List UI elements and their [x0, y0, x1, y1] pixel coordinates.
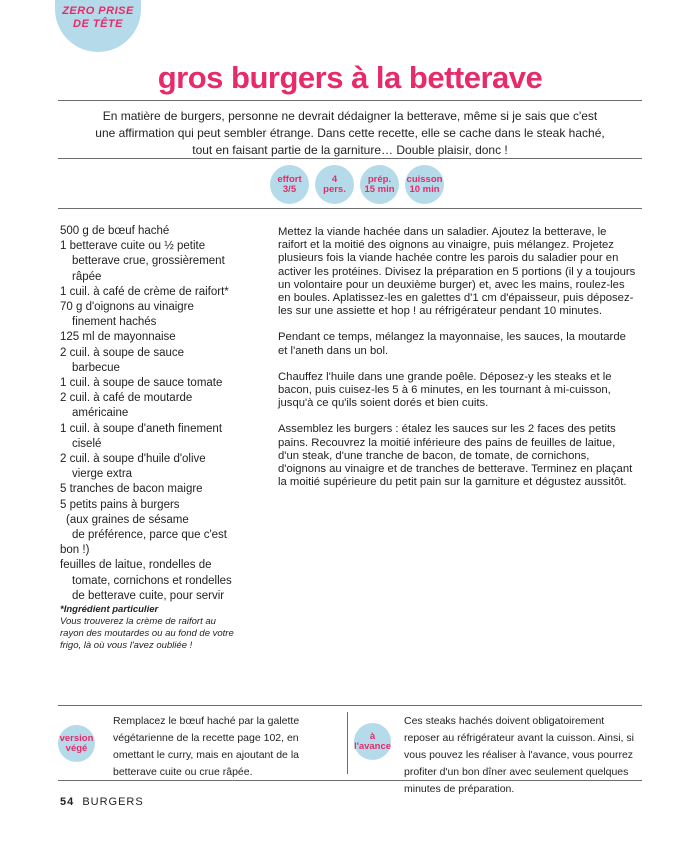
ingredient-line: 5 tranches de bacon maigre	[60, 483, 203, 496]
tips-bottom-divider	[58, 780, 642, 781]
ingredient-line: (aux graines de sésame	[66, 513, 189, 526]
prep-time-stat	[360, 165, 399, 204]
cook-time-stat	[405, 165, 444, 204]
vegetarian-tip-label	[58, 725, 95, 762]
stat-label: prép.	[367, 173, 392, 185]
intro-text: En matière de burgers, personne ne devrait dédaigner la betterave, même si je sais que c'est une affirmation qui peut sembler étrange. Dans cette recette, elle se cache dans le steak haché, tout en faisant partie de la garniture… Double plaisir, donc !	[95, 109, 605, 157]
page-number: 54	[60, 796, 75, 808]
ingredient-line: 500 g de bœuf haché	[60, 225, 170, 237]
step-paragraph: Pendant ce temps, mélangez la mayonnaise, les sauces, la moutarde et l'aneth dans un bol.	[278, 331, 626, 357]
stat-value: 3/5	[282, 183, 297, 195]
ingredient-line: 1 cuil. à soupe d'aneth finement	[60, 422, 223, 435]
section-name: BURGERS	[82, 796, 144, 808]
effort-stat	[270, 165, 309, 204]
make-ahead-tip	[353, 705, 642, 795]
make-ahead-tip-label	[354, 723, 391, 760]
ingredient-line: 2 cuil. à soupe d'huile d'olive	[60, 453, 206, 466]
ingredient-line: finement hachés	[72, 316, 157, 329]
ingredient-line: râpée	[72, 270, 102, 283]
ingredient-line: tomate, cornichons et rondelles	[72, 574, 232, 587]
badge-line-2: DE TÊTE	[73, 18, 123, 30]
servings-stat	[315, 165, 354, 204]
ingredient-line: bon !)	[60, 544, 90, 557]
vegetarian-tip-text: Remplacez le bœuf haché par la galette végétarienne de la recette page 102, en omettant le curry, mais en ajoutant de la betterave cuite ou crue râpée.	[113, 715, 300, 778]
ingredient-line: 125 ml de mayonnaise	[60, 331, 176, 344]
recipe-stats	[270, 165, 444, 204]
stats-divider	[58, 208, 642, 209]
stat-value: pers.	[323, 183, 346, 195]
stat-value: 15 min	[364, 183, 395, 195]
vegetarian-tip	[58, 705, 340, 780]
stat-value: 10 min	[409, 183, 440, 195]
tip-label-line: version	[59, 732, 94, 744]
ingredient-line: de betterave cuite, pour servir	[72, 589, 225, 602]
tip-label-line: végé	[65, 742, 88, 754]
ingredient-line: ciselé	[72, 437, 102, 450]
ingredient-line: de préférence, parce que c'est	[72, 529, 227, 542]
step-paragraph: Mettez la viande hachée dans un saladier. Ajoutez la betterave, le raifort et la moitié des oignons au vinaigre, puis mélangez. Projetez plusieurs fois la viande hachée contre les parois du saladier pour en activer les protéines. Divisez la préparation en 5 portions (il y a toujours un volontaire pour un deuxième burger) et, avec les mains, roulez-les en boules. Aplatissez-les en galettes d'1 cm d'épaisseur, puis déposez-les sur une assiette et hop ! au réfrigérateur pendant 10 minutes.	[278, 226, 636, 318]
ingredient-line: américaine	[72, 407, 129, 420]
ingredient-line: vierge extra	[72, 468, 133, 481]
ingredient-line: 1 cuil. à café de crème de raifort*	[60, 285, 229, 298]
badge-line-1: ZERO PRISE	[62, 5, 134, 17]
method-steps	[278, 226, 638, 502]
ingredient-note	[60, 604, 240, 652]
note-heading: *Ingrédient particulier	[60, 604, 159, 615]
ingredient-line: barbecue	[72, 361, 120, 374]
note-text: Vous trouverez la crème de raifort au rayon des moutardes ou au fond de votre frigo, là où vous l'avez oubliée !	[60, 616, 234, 651]
step-paragraph: Chauffez l'huile dans une grande poêle. Déposez-y les steaks et le bacon, puis cuisez-les 5 à 6 minutes, en les tournant à mi-cuisson, jusqu'à ce qu'ils soient dorés et bien cuits.	[278, 370, 612, 410]
ingredient-line: betterave crue, grossièrement	[72, 255, 225, 268]
ingredient-line: feuilles de laitue, rondelles de	[60, 559, 212, 572]
ingredient-line: 1 cuil. à soupe de sauce tomate	[60, 377, 223, 390]
ingredients-list	[60, 224, 260, 604]
zero-prise-de-tete-badge	[55, 0, 141, 52]
make-ahead-tip-text: Ces steaks hachés doivent obligatoirement reposer au réfrigérateur avant la cuisson. Ainsi, si vous pouvez les réaliser à l'avance, vous pourrez profiter d'un bon dîner avec seulement quelques minutes de préparation.	[404, 715, 634, 795]
ingredient-line: 5 petits pains à burgers	[60, 498, 180, 511]
ingredient-line: 2 cuil. à café de moutarde	[60, 392, 193, 405]
ingredient-line: 2 cuil. à soupe de sauce	[60, 346, 185, 359]
page-footer	[60, 796, 144, 808]
recipe-title: gros burgers à la betterave	[157, 60, 543, 95]
tip-label-line: l'avance	[353, 740, 392, 752]
ingredient-line: 1 betterave cuite ou ½ petite	[60, 240, 206, 253]
stat-label: 4	[331, 173, 338, 185]
stat-label: cuisson	[406, 173, 443, 185]
intro-divider	[58, 158, 642, 159]
step-paragraph: Assemblez les burgers : étalez les sauces sur les 2 faces des petits pains. Recouvrez la moitié inférieure des pains de feuilles de laitue, d'un steak, d'une tranche de bacon, de tomate, de cornichons, d'oignons au vinaigre et de tranches de betterave. Terminez en plaçant la moitié supérieure du petit pain sur la garniture et dégustez aussitôt.	[278, 423, 633, 489]
tip-label-line: à	[369, 730, 376, 742]
ingredient-line: 70 g d'oignons au vinaigre	[60, 301, 194, 314]
top-divider	[58, 100, 642, 101]
stat-label: effort	[277, 173, 302, 185]
tips-separator	[347, 712, 348, 774]
